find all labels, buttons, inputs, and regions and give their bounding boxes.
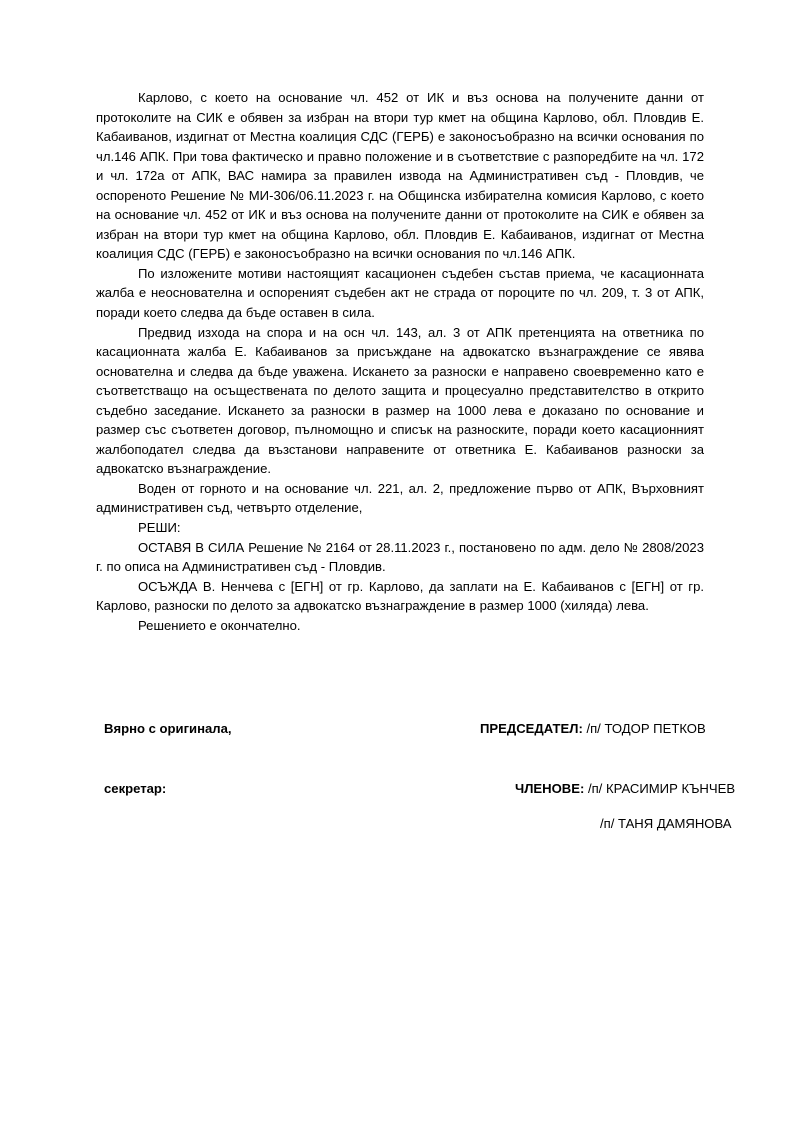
members-label: ЧЛЕНОВЕ: (515, 781, 585, 796)
attestation-label: Вярно с оригинала, (104, 721, 232, 736)
ruling-orders-payment: ОСЪЖДА В. Ненчева с [ЕГН] от гр. Карлово, да заплати на Е. Кабаиванов с [ЕГН] от гр. Карлово, разноски по делото за адвокатско възнаграждение в размер 1000 (хиляда) лева. (96, 578, 704, 614)
document-body (96, 88, 704, 635)
chairman-name: /п/ ТОДОР ПЕТКОВ (586, 721, 706, 736)
paragraph-motives-conclusion: По изложените мотиви настоящият касационен съдебен състав приема, че касационната жалба е неоснователна и оспореният съдебен акт не страда от пороците по чл. 209, т. 3 от АПК, поради което следва да бъде оставен в сила. (96, 265, 704, 321)
members-signature (515, 780, 735, 797)
ruling-heading: РЕШИ: (138, 520, 181, 536)
paragraph-costs-claim: Предвид изхода на спора и на осн чл. 143, ал. 3 от АПК претенцията на ответника по касационната жалба Е. Кабаиванов за присъждане на адвокатско възнаграждение се явява основателна и следва да бъде уважена. Искането за разноски е направено своевременно като е съответстващо на осъществената по делото защита и процесуално представителство в открито съдебно заседание. Искането за разноски в размер на 1000 лева е доказано по основание и размер със съответен договор, пълномощно и списък на разноските, поради което касационният жалбоподател следва да възстанови направените от ответника Е. Кабаиванов разноски за адвокатско възнаграждение. (96, 324, 704, 477)
ruling-final-statement: Решението е окончателно. (138, 617, 301, 633)
chairman-label: ПРЕДСЕДАТЕЛ: (480, 721, 583, 736)
paragraph-legal-basis-ruling: Воден от горното и на основание чл. 221, ал. 2, предложение първо от АПК, Върховният административен съд, четвърто отделение, (96, 480, 704, 516)
secretary-label: секретар: (104, 781, 167, 796)
chairman-signature (480, 720, 706, 737)
member-first-name: /п/ КРАСИМИР КЪНЧЕВ (587, 781, 736, 796)
paragraph-continuation-findings: Карлово, с което на основание чл. 452 от ИК и въз основа на получените данни от протоколите на СИК е обявен за избран на втори тур кмет на община Карлово, обл. Пловдив Е. Кабаиванов, издигнат от Местна коалиция СДС (ГЕРБ) е законосъобразно на всички основания по чл.146 АПК. При това фактическо и правно положение и в съответствие с разпоредбите на чл. 172 и чл. 172а от АПК, ВАС намира за правилен извода на Административен съд - Пловдив, че оспореното Решение № МИ-306/06.11.2023 г. на Общинска избирателна комисия Карлово, с което на основание чл. 452 от ИК и въз основа на получените данни от протоколите на СИК е обявен за избран на втори тур кмет на община Карлово, обл. Пловдив Е. Кабаиванов, издигнат от Местна коалиция СДС (ГЕРБ) е законосъобразно на всички основания по чл.146 АПК. (96, 90, 704, 262)
ruling-upholds-decision: ОСТАВЯ В СИЛА Решение № 2164 от 28.11.2023 г., постановено по адм. дело № 2808/2023 г. по описа на Административен съд - Пловдив. (96, 539, 704, 575)
member-second-name: /п/ ТАНЯ ДАМЯНОВА (600, 816, 732, 831)
